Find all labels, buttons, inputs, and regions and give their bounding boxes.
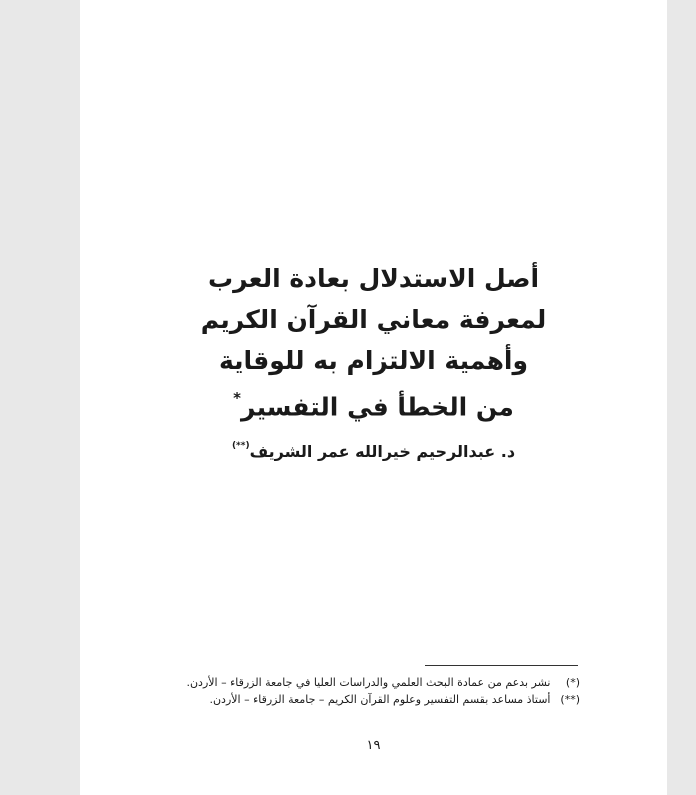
title-line-2: لمعرفة معاني القرآن الكريم xyxy=(200,305,547,334)
footnote-2 xyxy=(186,691,580,708)
author-footnote-mark: (**) xyxy=(231,440,250,451)
page-number: ١٩ xyxy=(366,738,381,753)
footnote-2-mark: (**) xyxy=(560,693,580,706)
title-footnote-mark: * xyxy=(233,389,242,407)
title-line-3: وأهمية الالتزام به للوقاية xyxy=(218,346,529,375)
title-line-4-text: من الخطأ في التفسير xyxy=(241,392,514,422)
footnotes xyxy=(186,674,580,708)
footnote-1-mark: (*) xyxy=(565,676,580,689)
footnote-1 xyxy=(186,674,580,691)
article-title xyxy=(80,258,667,427)
document-page xyxy=(80,0,667,795)
author-line xyxy=(80,442,667,461)
title-line-1: أصل الاستدلال بعادة العرب xyxy=(207,264,540,293)
footnote-separator xyxy=(425,665,578,666)
title-line-4 xyxy=(80,381,667,427)
footnote-2-text: أستاذ مساعد بقسم التفسير وعلوم القرآن الكريم – جامعة الزرقاء – الأردن. xyxy=(209,693,551,706)
author-name: د. عبدالرحيم خيرالله عمر الشريف xyxy=(249,442,516,461)
footnote-1-text: نشر بدعم من عمادة البحث العلمي والدراسات العليا في جامعة الزرقاء – الأردن. xyxy=(186,676,551,689)
